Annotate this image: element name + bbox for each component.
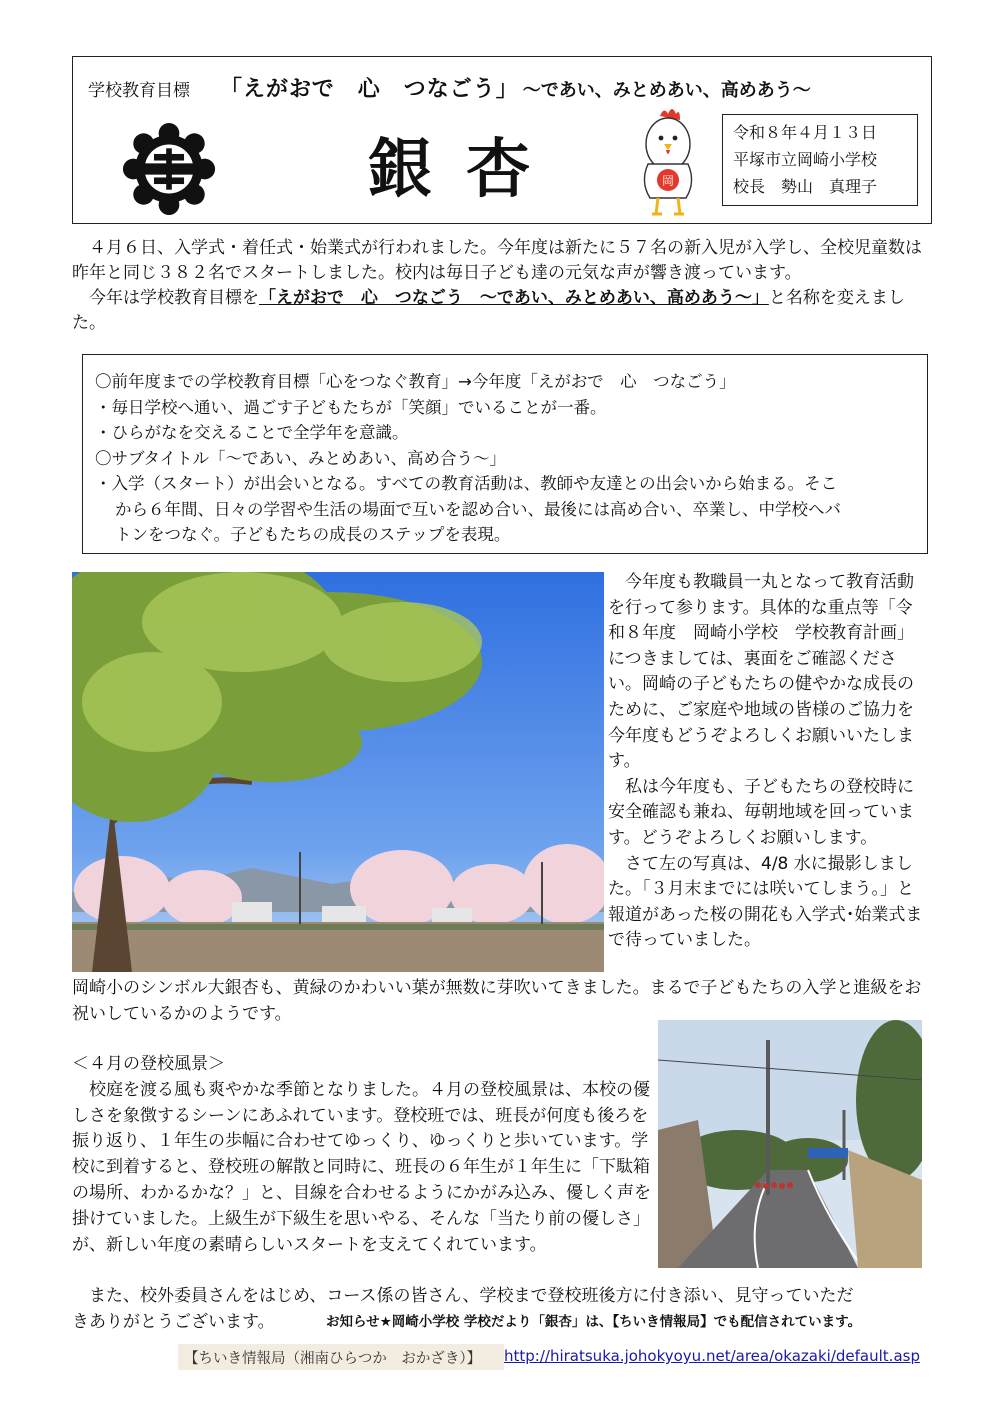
- intro-p2-post: と名称を変えました。: [72, 288, 905, 333]
- intro-text: [72, 236, 934, 336]
- section-body: 校庭を渡る風も爽やかな季節となりました。４月の登校風景は、本校の優しさを象徴するシーンにあふれています。登校班では、班長が何度も後ろを振り返り、１年生の歩幅に合わせてゆっくり、ゆっくりと歩いています。学校に到着すると、登校班の解散と同時に、班長の６年生が１年生に「下駄箱の場所、わかるかな？」と、目線を合わせるようにかがみ込み、優しく声を掛けていました。上級生が下級生を思いやる、そんな「当たり前の優しさ」が、新しい年度の素晴らしいスタートを支えてくれています。: [72, 1079, 652, 1255]
- note-line: ・毎日学校へ通い、過ごす子どもたちが「笑顔」でいることが一番。: [95, 397, 607, 417]
- note-line: トンをつなぐ。子どもたちの成長のステップを表現。: [115, 525, 511, 544]
- closing-line-2: きありがとうございます。: [72, 1311, 275, 1332]
- chicken-mascot-icon: [634, 104, 700, 222]
- goal-label: 学校教育目標: [88, 81, 190, 101]
- footer-label: 【ちいき情報局（湘南ひらつか おかざき）】: [184, 1351, 482, 1367]
- closing-line-1: また、校外委員さんをはじめ、コース係の皆さん、学校まで登校班後方に付き添い、見守っていただ: [89, 1286, 854, 1306]
- note-line: 〇前年度までの学校教育目標「心をつなぐ教育」→今年度「えがおで 心 つなごう」: [95, 372, 736, 391]
- principal-name: 校長 勢山 真理子: [733, 177, 878, 196]
- intro-paragraph-1: ４月６日、入学式・着任式・始業式が行われました。今年度は新たに５７名の新入児が入学し、全校児童数は昨年と同じ３８２名でスタートしました。校内は毎日子ども達の元気な声が響き渡っています。: [72, 238, 922, 283]
- intro-goal-underlined: 「えがおで 心 つなごう ～であい、みとめあい、高めあう～」: [259, 288, 769, 308]
- goal-sub: ～であい、みとめあい、高めあう～: [522, 80, 811, 101]
- right-column-text: [608, 570, 924, 954]
- issue-info-box: [722, 114, 918, 206]
- note-line: ・入学（スタート）が出会いとなる。すべての教育活動は、教師や友達との出会いから始まる。そこ: [95, 474, 838, 493]
- school-goal: [88, 72, 811, 103]
- morning-commute-photo: [658, 1020, 922, 1268]
- intro-paragraph-2: [72, 286, 934, 336]
- newsletter-title: 銀杏: [368, 132, 564, 207]
- intro-p2-pre: 今年は学校教育目標を: [89, 288, 259, 308]
- distribution-notice: お知らせ★岡崎小学校 学校だより「銀杏」は、【ちいき情報局】でも配信されています。: [326, 1314, 862, 1330]
- school-crest-icon: [122, 122, 216, 216]
- note-line: 〇サブタイトル「～であい、みとめあい、高め合う～」: [95, 448, 507, 468]
- right-paragraph-3: さて左の写真は、4/8 水に撮影しました。「３月末までには咲いてしまう。」と報道があった桜の開花も入学式･始業式まで待っていました。: [608, 853, 923, 951]
- ginkgo-text: 岡崎小のシンボル大銀杏も、黄緑のかわいい葉が無数に芽吹いてきました。まるで子どもたちの入学と進級をお祝いしているかのようです。: [72, 978, 922, 1024]
- note-line: から６年間、日々の学習や生活の場面で互いを認め合い、最後には高め合い、卒業し、中学校へバ: [115, 499, 841, 519]
- goal-main: 「えがおで 心 つなごう」: [220, 77, 519, 102]
- footer-url-link[interactable]: http://hiratsuka.johokyoyu.net/area/okazaki/default.asp: [504, 1347, 920, 1365]
- mascot-badge: 岡: [661, 174, 675, 188]
- school-name: 平塚市立岡崎小学校: [733, 150, 878, 169]
- commute-section: [72, 1052, 652, 1258]
- schoolyard-cherry-blossom-photo: [72, 572, 604, 972]
- issue-date: 令和８年４月１３日: [733, 123, 878, 142]
- section-heading: ＜４月の登校風景＞: [72, 1054, 225, 1074]
- right-paragraph-2: 私は今年度も、子どもたちの登校時に安全確認も兼ね、毎朝地域を回っています。どうぞよろしくお願いします。: [608, 776, 914, 848]
- right-paragraph-1: 今年度も教職員一丸となって教育活動を行って参ります。具体的な重点等「令和８年度 岡崎小学校 学校教育計画」につきましては、裏面をご確認ください。岡崎の子どもたちの健やかな成長のために、ご家庭や地域の皆様のご協力を今年度もどうぞよろしくお願いいたします。: [608, 572, 914, 772]
- goal-notes-box: [82, 354, 928, 554]
- note-line: ・ひらがなを交えることで全学年を意識。: [95, 423, 409, 442]
